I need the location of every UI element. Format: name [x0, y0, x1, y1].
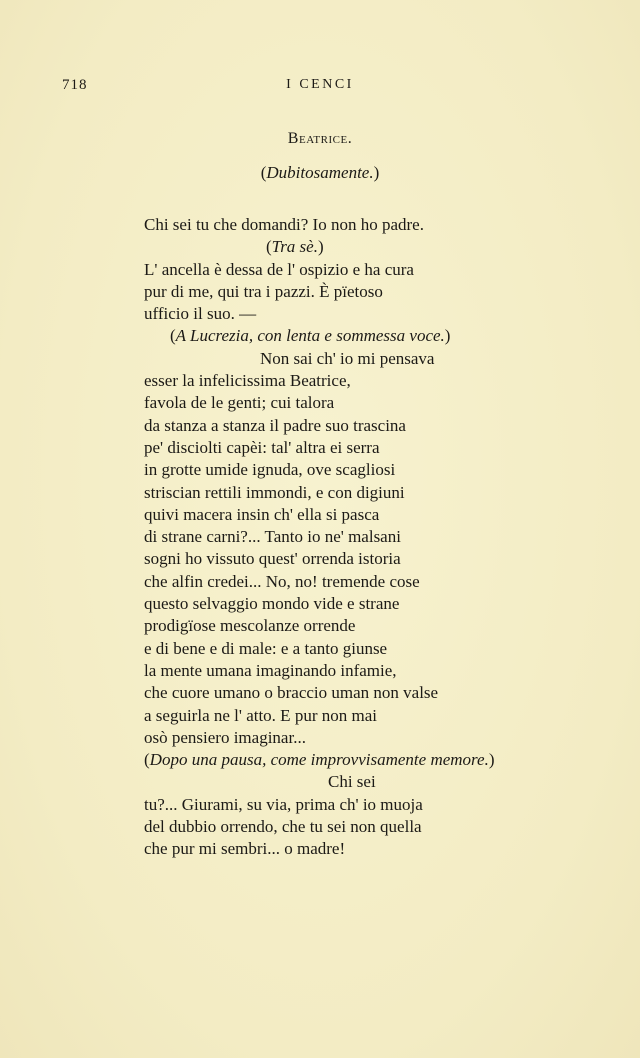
verse-line: pe' disciolti capèi: tal' altra ei serra [144, 437, 380, 457]
verse-line: che alfin credei... No, no! tremende cose [144, 571, 420, 591]
verse-line: di strane carni?... Tanto io ne' malsani [144, 527, 401, 547]
verse-line: Chi sei tu che domandi? Io non ho padre. [144, 215, 424, 234]
stage-direction: (Tra sè.) [266, 237, 324, 257]
verse-line: quivi macera insin ch' ella si pasca [144, 504, 380, 524]
verse-line: a seguirla ne l' atto. E pur non mai [144, 705, 377, 725]
verse-line: Chi sei [328, 772, 376, 792]
verse-line: la mente umana imaginando infamie, [144, 660, 397, 680]
verse-line: tu?... Giurami, su via, prima ch' io muoja [144, 794, 423, 814]
stage-direction-text: Tra sè. [271, 237, 318, 257]
verse-line: striscian rettili immondi, e con digiuni [144, 482, 405, 502]
verse-block [144, 214, 584, 861]
verse-line: esser la infelicissima Beatrice, [144, 371, 351, 391]
verse-line: da stanza a stanza il padre suo trascina [144, 415, 406, 435]
verse-line: osò pensiero imaginar... [144, 727, 306, 747]
stage-direction: (Dopo una pausa, come improvvisamente memore.) [144, 750, 495, 770]
speaker-name: Beatrice. [287, 130, 353, 147]
verse-line: e di bene e di male: e a tanto giunse [144, 638, 388, 658]
verse-line: favola de le genti; cui talora [144, 393, 335, 413]
verse-line: ufficio il suo. — [144, 304, 257, 324]
verse-line: che pur mi sembri... o madre! [144, 839, 346, 859]
running-title: I CENCI [286, 77, 354, 92]
verse-line: pur di me, qui tra i pazzi. È pïetoso [144, 281, 383, 301]
verse-line: questo selvaggio mondo vide e strane [144, 594, 400, 614]
verse-line: del dubbio orrendo, che tu sei non quella [144, 817, 422, 837]
verse-line: che cuore umano o braccio uman non valse [144, 683, 439, 703]
verse-line: L' ancella è dessa de l' ospizio e ha cura [144, 259, 414, 279]
opening-stage-direction-text: Dubitosamente. [266, 163, 374, 182]
opening-stage-direction: (Dubitosamente.) [260, 163, 380, 182]
page-number: 718 [62, 77, 88, 93]
stage-direction: (A Lucrezia, con lenta e sommessa voce.) [170, 326, 451, 346]
verse-line: prodigïose mescolanze orrende [144, 616, 356, 636]
verse-line: in grotte umide ignuda, ove scagliosi [144, 460, 396, 480]
verse-line: sogni ho vissuto quest' orrenda istoria [144, 549, 401, 569]
stage-direction-text: A Lucrezia, con lenta e sommessa voce. [175, 326, 445, 346]
verse-line: Non sai ch' io mi pensava [260, 348, 435, 368]
stage-direction-text: Dopo una pausa, come improvvisamente memore. [149, 750, 489, 770]
